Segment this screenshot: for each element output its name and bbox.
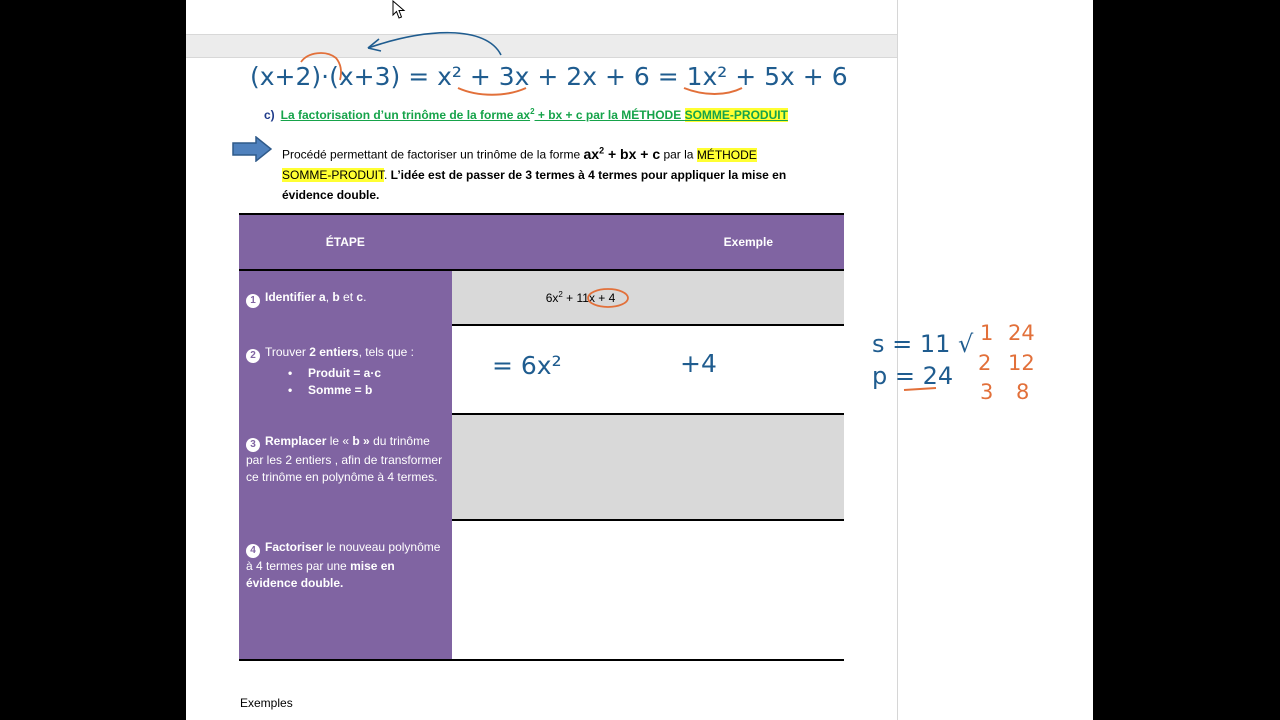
ink-row2-right: +4 (680, 349, 717, 378)
page-margin (897, 0, 1093, 34)
ink-pair-1b: 24 (1008, 321, 1035, 345)
example-1 (452, 270, 844, 325)
ink-sum: s = 11 √ (872, 330, 974, 358)
intro-text-1: Procédé permettant de factoriser un trinôme de la forme (282, 147, 584, 162)
step-3 (239, 414, 452, 520)
example-sup: 2 (558, 290, 563, 299)
mouse-cursor-icon (392, 0, 406, 20)
intro-highlight-1: MÉTHODE (696, 147, 757, 162)
heading-highlight: SOMME-PRODUIT (684, 108, 788, 122)
heading-text-2: + bx + c par la MÉTHODE (534, 108, 685, 122)
ink-top-equation: (x+2)·(x+3) = x² + 3x + 2x + 6 = 1x² + 5x + 6 (250, 62, 848, 91)
ink-pair-2b: 12 (1008, 351, 1035, 375)
bullet-sum: • Somme = b (308, 382, 446, 399)
step-1-text-a: Identifier a (265, 290, 326, 304)
step-2-text-b: 2 entiers (309, 345, 359, 359)
step-1-text-d: et (339, 290, 357, 304)
example-a: 6x (545, 291, 559, 305)
step-2-text-c: , tels que : (358, 345, 414, 359)
example-4 (452, 520, 844, 660)
step-number: 2 (246, 349, 260, 363)
header-step: ÉTAPE (239, 214, 452, 270)
section-label: c) (264, 108, 275, 122)
ink-orange-brace-1 (458, 88, 526, 95)
intro-form-a: ax (583, 145, 600, 162)
step-3-text-b: le « (326, 434, 353, 448)
header-example: Exemple (452, 214, 844, 270)
step-1-text-f: . (363, 290, 367, 304)
step-1 (239, 270, 452, 325)
ink-product: p = 24 (872, 362, 954, 390)
method-table (239, 213, 844, 661)
ink-row2-left: = 6x² (492, 351, 562, 380)
page-break (186, 34, 897, 58)
step-4-text-b: le nouveau polynôme à 4 termes par une (246, 540, 441, 573)
step-4-text-c: mise en évidence double. (246, 559, 395, 590)
step-4-text-a: Factoriser (265, 540, 324, 554)
step-number: 1 (246, 294, 260, 308)
right-arrow-icon (232, 136, 272, 162)
intro-form-b: + bx + c (604, 145, 661, 162)
step-1-text-e: c (356, 290, 364, 304)
bullet-product: • Produit = a·c (308, 365, 446, 382)
side-notes (860, 310, 1060, 410)
step-3-text-a: Remplacer (265, 434, 327, 448)
ink-pair-3a: 3 (980, 380, 994, 404)
intro-form (583, 146, 660, 162)
example-3 (452, 414, 844, 520)
ink-pair-1a: 1 (980, 321, 994, 345)
step-2-text-a: Trouver (265, 345, 310, 359)
step-number: 3 (246, 438, 260, 452)
example-2 (452, 325, 844, 414)
example-b: + 11x + 4 (562, 291, 616, 305)
section-heading (264, 107, 788, 122)
example-expression (546, 290, 616, 305)
step-4 (239, 520, 452, 660)
ink-pair-2a: 2 (978, 351, 992, 375)
step-1-text-c: b (332, 290, 340, 304)
step-number: 4 (246, 544, 260, 558)
step-3-text-d: du trinôme par les 2 entiers , afin de transformer ce trinôme en polynôme à 4 termes. (246, 434, 443, 484)
examples-label: Exemples (240, 696, 293, 710)
step-3-text-c: b » (352, 434, 370, 448)
intro-highlight-2: SOMME-PRODUIT (282, 167, 384, 182)
ink-pair-3b: 8 (1016, 380, 1030, 404)
step-1-text-b: , (325, 290, 333, 304)
ink-orange-brace-2 (684, 88, 742, 94)
heading-sup: 2 (530, 107, 535, 116)
step-2 (239, 325, 452, 414)
heading-text: La factorisation d’un trinôme de la forme ax (280, 108, 531, 122)
intro-paragraph: Procédé permettant de factoriser un trinôme de la forme $ax^2$ + bx + c par la MÉTHODE SOMME-PRODUIT. L’idée est de passer de 3 termes à 4 termes pour appliquer la mise en évidence double. (282, 145, 787, 202)
step-2-bullets (246, 365, 446, 399)
intro-form-sup: 2 (599, 145, 605, 155)
intro-text-3: L’idée est de passer de 3 termes à 4 termes pour appliquer la mise en évidence double. (282, 167, 787, 202)
intro-text-2: par la (660, 147, 697, 162)
